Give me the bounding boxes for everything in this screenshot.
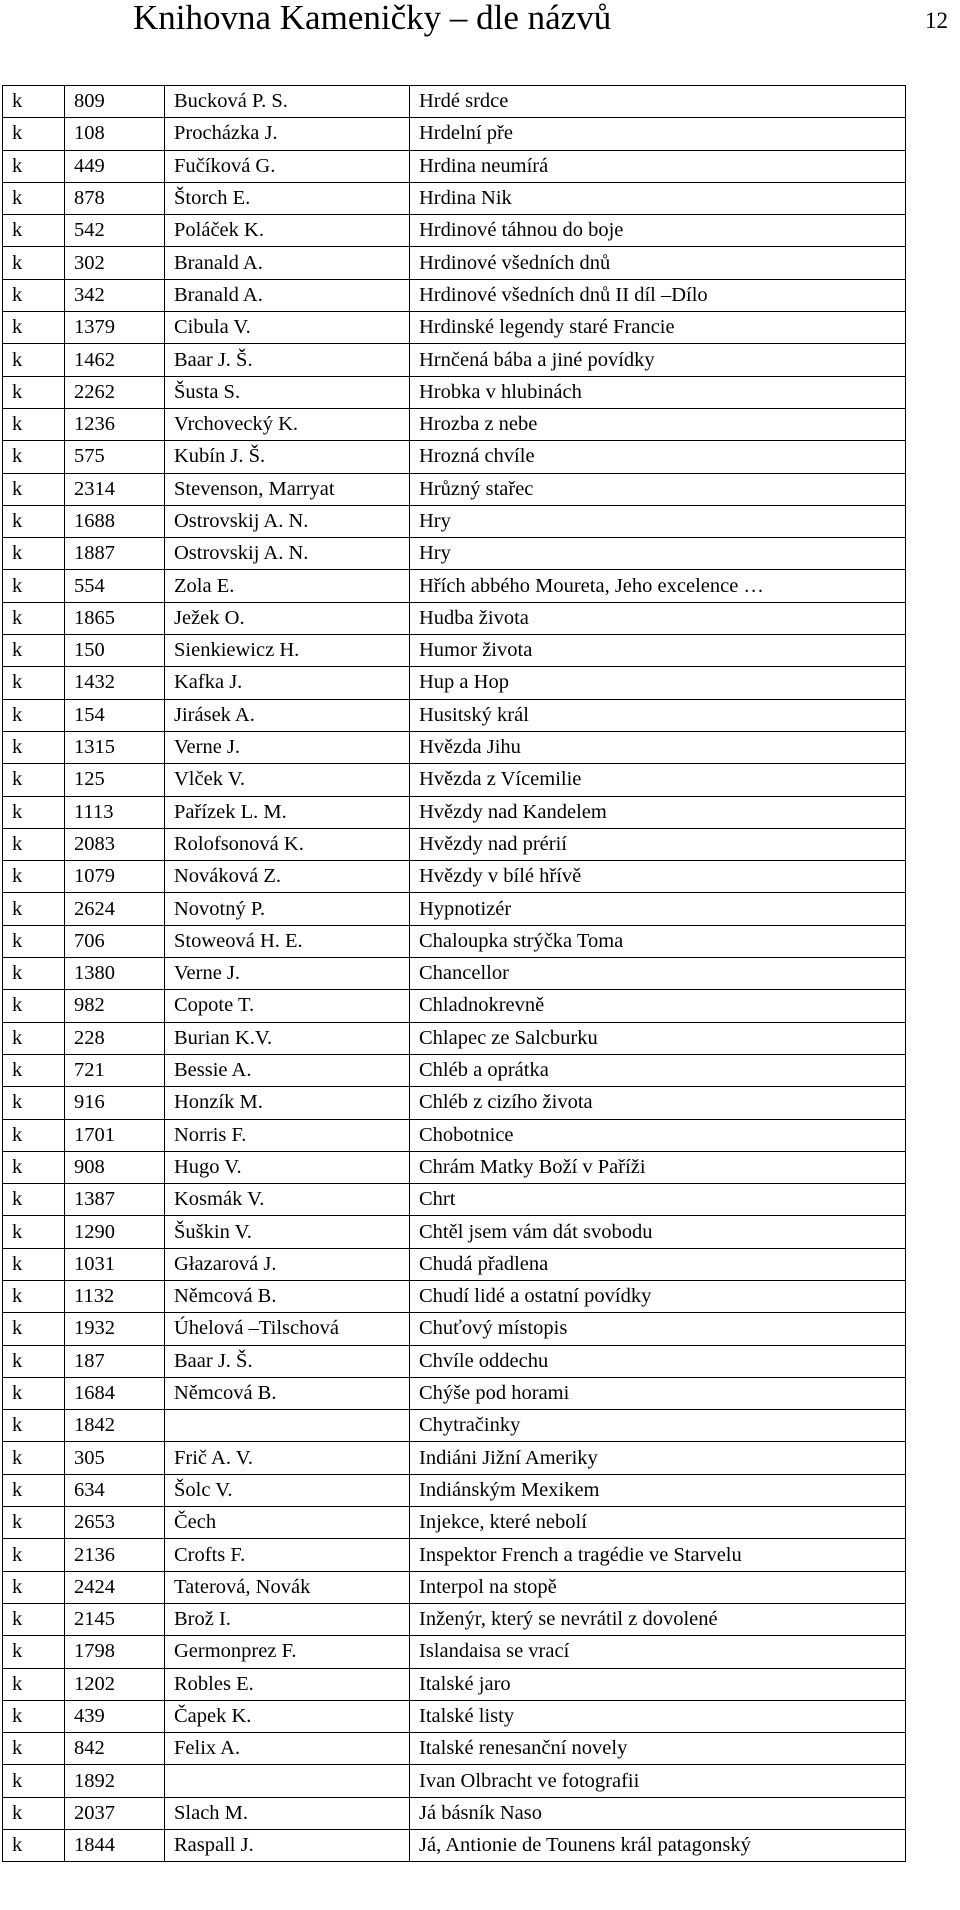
number-cell: 916 <box>65 1087 165 1119</box>
prefix-cell: k <box>3 1216 65 1248</box>
title-cell: Hudba života <box>410 602 906 634</box>
table-row <box>3 505 906 537</box>
prefix-cell: k <box>3 570 65 602</box>
number-cell: 1842 <box>65 1410 165 1442</box>
number-cell: 449 <box>65 150 165 182</box>
prefix-cell: k <box>3 1636 65 1668</box>
title-cell: Chléb z cizího života <box>410 1087 906 1119</box>
prefix-cell: k <box>3 215 65 247</box>
prefix-cell: k <box>3 1119 65 1151</box>
prefix-cell: k <box>3 1765 65 1797</box>
author-cell: Stevenson, Marryat <box>165 473 410 505</box>
number-cell: 187 <box>65 1345 165 1377</box>
title-cell: Hrůzný stařec <box>410 473 906 505</box>
number-cell: 2136 <box>65 1539 165 1571</box>
number-cell: 721 <box>65 1054 165 1086</box>
prefix-cell: k <box>3 1442 65 1474</box>
table-row <box>3 1377 906 1409</box>
prefix-cell: k <box>3 667 65 699</box>
prefix-cell: k <box>3 1022 65 1054</box>
author-cell <box>165 1410 410 1442</box>
author-cell: Brož I. <box>165 1603 410 1635</box>
number-cell: 1932 <box>65 1313 165 1345</box>
number-cell: 2083 <box>65 828 165 860</box>
prefix-cell: k <box>3 1797 65 1829</box>
prefix-cell: k <box>3 1668 65 1700</box>
author-cell: Procházka J. <box>165 118 410 150</box>
page-title: Knihovna Kameničky – dle názvů <box>133 0 612 37</box>
author-cell: Cibula V. <box>165 312 410 344</box>
number-cell: 2653 <box>65 1507 165 1539</box>
prefix-cell: k <box>3 893 65 925</box>
table-row <box>3 215 906 247</box>
title-cell: Islandaisa se vrací <box>410 1636 906 1668</box>
prefix-cell: k <box>3 1280 65 1312</box>
table-row <box>3 1700 906 1732</box>
title-cell: Chvíle oddechu <box>410 1345 906 1377</box>
prefix-cell: k <box>3 1507 65 1539</box>
author-cell: Verne J. <box>165 958 410 990</box>
table-row <box>3 408 906 440</box>
title-cell: Hrdinové táhnou do boje <box>410 215 906 247</box>
number-cell: 1079 <box>65 861 165 893</box>
table-row <box>3 86 906 118</box>
page-header <box>0 0 960 80</box>
prefix-cell: k <box>3 1313 65 1345</box>
prefix-cell: k <box>3 312 65 344</box>
title-cell: Chléb a oprátka <box>410 1054 906 1086</box>
number-cell: 1202 <box>65 1668 165 1700</box>
title-cell: Hypnotizér <box>410 893 906 925</box>
author-cell: Štorch E. <box>165 182 410 214</box>
author-cell: Taterová, Novák <box>165 1571 410 1603</box>
table-row <box>3 441 906 473</box>
prefix-cell: k <box>3 602 65 634</box>
prefix-cell: k <box>3 958 65 990</box>
number-cell: 1236 <box>65 408 165 440</box>
table-row <box>3 279 906 311</box>
number-cell: 1031 <box>65 1248 165 1280</box>
author-cell: Kafka J. <box>165 667 410 699</box>
title-cell: Chancellor <box>410 958 906 990</box>
author-cell <box>165 1765 410 1797</box>
prefix-cell: k <box>3 1087 65 1119</box>
author-cell: Frič A. V. <box>165 1442 410 1474</box>
prefix-cell: k <box>3 1151 65 1183</box>
number-cell: 1132 <box>65 1280 165 1312</box>
number-cell: 228 <box>65 1022 165 1054</box>
number-cell: 908 <box>65 1151 165 1183</box>
title-cell: Chlapec ze Salcburku <box>410 1022 906 1054</box>
table-row <box>3 861 906 893</box>
prefix-cell: k <box>3 408 65 440</box>
author-cell: Branald A. <box>165 247 410 279</box>
author-cell: Slach M. <box>165 1797 410 1829</box>
table-row <box>3 796 906 828</box>
prefix-cell: k <box>3 1345 65 1377</box>
author-cell: Jirásek A. <box>165 699 410 731</box>
table-row <box>3 344 906 376</box>
table-row <box>3 1119 906 1151</box>
prefix-cell: k <box>3 1377 65 1409</box>
catalog-table-body <box>3 86 906 1862</box>
number-cell: 809 <box>65 86 165 118</box>
number-cell: 1462 <box>65 344 165 376</box>
table-row <box>3 925 906 957</box>
number-cell: 125 <box>65 764 165 796</box>
author-cell: Copote T. <box>165 990 410 1022</box>
number-cell: 2314 <box>65 473 165 505</box>
table-row <box>3 731 906 763</box>
author-cell: Germonprez F. <box>165 1636 410 1668</box>
number-cell: 1798 <box>65 1636 165 1668</box>
number-cell: 302 <box>65 247 165 279</box>
author-cell: Fučíková G. <box>165 150 410 182</box>
title-cell: Hrdina Nik <box>410 182 906 214</box>
prefix-cell: k <box>3 699 65 731</box>
prefix-cell: k <box>3 505 65 537</box>
title-cell: Hrnčená bába a jiné povídky <box>410 344 906 376</box>
title-cell: Inženýr, který se nevrátil z dovolené <box>410 1603 906 1635</box>
table-row <box>3 1571 906 1603</box>
title-cell: Hvězda z Vícemilie <box>410 764 906 796</box>
title-cell: Chrt <box>410 1184 906 1216</box>
table-row <box>3 150 906 182</box>
author-cell: Hugo V. <box>165 1151 410 1183</box>
number-cell: 1701 <box>65 1119 165 1151</box>
author-cell: Stoweová H. E. <box>165 925 410 957</box>
prefix-cell: k <box>3 1054 65 1086</box>
title-cell: Hvězda Jihu <box>410 731 906 763</box>
author-cell: Poláček K. <box>165 215 410 247</box>
number-cell: 150 <box>65 635 165 667</box>
author-cell: Vlček V. <box>165 764 410 796</box>
author-cell: Šuškin V. <box>165 1216 410 1248</box>
table-row <box>3 376 906 408</box>
prefix-cell: k <box>3 925 65 957</box>
number-cell: 1290 <box>65 1216 165 1248</box>
author-cell: Úhelová –Tilschová <box>165 1313 410 1345</box>
number-cell: 575 <box>65 441 165 473</box>
prefix-cell: k <box>3 279 65 311</box>
author-cell: Zola E. <box>165 570 410 602</box>
prefix-cell: k <box>3 1539 65 1571</box>
number-cell: 1387 <box>65 1184 165 1216</box>
author-cell: Ježek O. <box>165 602 410 634</box>
catalog-table <box>2 85 906 1862</box>
prefix-cell: k <box>3 441 65 473</box>
number-cell: 706 <box>65 925 165 957</box>
author-cell: Honzík M. <box>165 1087 410 1119</box>
title-cell: Hvězdy nad Kandelem <box>410 796 906 828</box>
author-cell: Głazarová J. <box>165 1248 410 1280</box>
number-cell: 842 <box>65 1733 165 1765</box>
table-row <box>3 1345 906 1377</box>
title-cell: Injekce, které nebolí <box>410 1507 906 1539</box>
table-row <box>3 473 906 505</box>
table-row <box>3 538 906 570</box>
title-cell: Chýše pod horami <box>410 1377 906 1409</box>
number-cell: 1887 <box>65 538 165 570</box>
author-cell: Nováková Z. <box>165 861 410 893</box>
table-row <box>3 182 906 214</box>
number-cell: 439 <box>65 1700 165 1732</box>
prefix-cell: k <box>3 1733 65 1765</box>
title-cell: Hrdé srdce <box>410 86 906 118</box>
title-cell: Chladnokrevně <box>410 990 906 1022</box>
number-cell: 108 <box>65 118 165 150</box>
table-row <box>3 1442 906 1474</box>
author-cell: Robles E. <box>165 1668 410 1700</box>
number-cell: 1380 <box>65 958 165 990</box>
number-cell: 2424 <box>65 1571 165 1603</box>
number-cell: 1432 <box>65 667 165 699</box>
title-cell: Chobotnice <box>410 1119 906 1151</box>
table-row <box>3 1733 906 1765</box>
author-cell: Šusta S. <box>165 376 410 408</box>
number-cell: 542 <box>65 215 165 247</box>
table-row <box>3 1280 906 1312</box>
title-cell: Já, Antionie de Tounens král patagonský <box>410 1830 906 1862</box>
prefix-cell: k <box>3 1410 65 1442</box>
author-cell: Verne J. <box>165 731 410 763</box>
author-cell: Raspall J. <box>165 1830 410 1862</box>
author-cell: Vrchovecký K. <box>165 408 410 440</box>
number-cell: 2037 <box>65 1797 165 1829</box>
author-cell: Kosmák V. <box>165 1184 410 1216</box>
number-cell: 2624 <box>65 893 165 925</box>
prefix-cell: k <box>3 1830 65 1862</box>
prefix-cell: k <box>3 86 65 118</box>
author-cell: Čech <box>165 1507 410 1539</box>
title-cell: Husitský král <box>410 699 906 731</box>
number-cell: 2145 <box>65 1603 165 1635</box>
prefix-cell: k <box>3 1700 65 1732</box>
prefix-cell: k <box>3 1571 65 1603</box>
author-cell: Bessie A. <box>165 1054 410 1086</box>
title-cell: Indiánským Mexikem <box>410 1474 906 1506</box>
prefix-cell: k <box>3 247 65 279</box>
prefix-cell: k <box>3 150 65 182</box>
number-cell: 342 <box>65 279 165 311</box>
title-cell: Hrobka v hlubinách <box>410 376 906 408</box>
table-row <box>3 635 906 667</box>
prefix-cell: k <box>3 828 65 860</box>
title-cell: Hry <box>410 505 906 537</box>
prefix-cell: k <box>3 731 65 763</box>
title-cell: Chtěl jsem vám dát svobodu <box>410 1216 906 1248</box>
prefix-cell: k <box>3 635 65 667</box>
title-cell: Hup a Hop <box>410 667 906 699</box>
table-row <box>3 570 906 602</box>
title-cell: Chudá přadlena <box>410 1248 906 1280</box>
title-cell: Chudí lidé a ostatní povídky <box>410 1280 906 1312</box>
author-cell: Němcová B. <box>165 1377 410 1409</box>
title-cell: Hvězdy nad prérií <box>410 828 906 860</box>
table-row <box>3 699 906 731</box>
number-cell: 878 <box>65 182 165 214</box>
number-cell: 1684 <box>65 1377 165 1409</box>
number-cell: 2262 <box>65 376 165 408</box>
author-cell: Crofts F. <box>165 1539 410 1571</box>
title-cell: Hvězdy v bílé hřívě <box>410 861 906 893</box>
table-row <box>3 1313 906 1345</box>
table-row <box>3 828 906 860</box>
table-row <box>3 893 906 925</box>
table-row <box>3 602 906 634</box>
table-row <box>3 1636 906 1668</box>
title-cell: Italské listy <box>410 1700 906 1732</box>
title-cell: Hry <box>410 538 906 570</box>
prefix-cell: k <box>3 538 65 570</box>
title-cell: Hrozná chvíle <box>410 441 906 473</box>
title-cell: Chytračinky <box>410 1410 906 1442</box>
title-cell: Hrdinové všedních dnů <box>410 247 906 279</box>
prefix-cell: k <box>3 118 65 150</box>
author-cell: Ostrovskij A. N. <box>165 505 410 537</box>
number-cell: 1113 <box>65 796 165 828</box>
table-row <box>3 764 906 796</box>
title-cell: Hřích abbého Moureta, Jeho excelence … <box>410 570 906 602</box>
title-cell: Chuťový místopis <box>410 1313 906 1345</box>
title-cell: Chaloupka strýčka Toma <box>410 925 906 957</box>
author-cell: Felix A. <box>165 1733 410 1765</box>
table-row <box>3 990 906 1022</box>
table-row <box>3 1668 906 1700</box>
author-cell: Sienkiewicz H. <box>165 635 410 667</box>
prefix-cell: k <box>3 1474 65 1506</box>
number-cell: 554 <box>65 570 165 602</box>
table-row <box>3 1765 906 1797</box>
title-cell: Hrdina neumírá <box>410 150 906 182</box>
table-row <box>3 247 906 279</box>
title-cell: Hrdinové všedních dnů II díl –Dílo <box>410 279 906 311</box>
number-cell: 1688 <box>65 505 165 537</box>
number-cell: 1315 <box>65 731 165 763</box>
table-row <box>3 1151 906 1183</box>
author-cell: Rolofsonová K. <box>165 828 410 860</box>
title-cell: Italské jaro <box>410 1668 906 1700</box>
table-row <box>3 1022 906 1054</box>
author-cell: Čapek K. <box>165 1700 410 1732</box>
number-cell: 1865 <box>65 602 165 634</box>
number-cell: 305 <box>65 1442 165 1474</box>
number-cell: 1844 <box>65 1830 165 1862</box>
table-row <box>3 667 906 699</box>
author-cell: Burian K.V. <box>165 1022 410 1054</box>
author-cell: Novotný P. <box>165 893 410 925</box>
table-row <box>3 1087 906 1119</box>
title-cell: Chrám Matky Boží v Paříži <box>410 1151 906 1183</box>
prefix-cell: k <box>3 473 65 505</box>
author-cell: Baar J. Š. <box>165 1345 410 1377</box>
table-row <box>3 1507 906 1539</box>
author-cell: Pařízek L. M. <box>165 796 410 828</box>
author-cell: Šolc V. <box>165 1474 410 1506</box>
number-cell: 154 <box>65 699 165 731</box>
prefix-cell: k <box>3 796 65 828</box>
prefix-cell: k <box>3 344 65 376</box>
author-cell: Branald A. <box>165 279 410 311</box>
title-cell: Indiáni Jižní Ameriky <box>410 1442 906 1474</box>
table-row <box>3 1797 906 1829</box>
author-cell: Němcová B. <box>165 1280 410 1312</box>
author-cell: Kubín J. Š. <box>165 441 410 473</box>
table-row <box>3 118 906 150</box>
table-row <box>3 1184 906 1216</box>
number-cell: 1892 <box>65 1765 165 1797</box>
title-cell: Hrozba z nebe <box>410 408 906 440</box>
title-cell: Ivan Olbracht ve fotografii <box>410 1765 906 1797</box>
table-row <box>3 958 906 990</box>
author-cell: Norris F. <box>165 1119 410 1151</box>
title-cell: Interpol na stopě <box>410 1571 906 1603</box>
title-cell: Hrdelní pře <box>410 118 906 150</box>
table-row <box>3 1054 906 1086</box>
title-cell: Humor života <box>410 635 906 667</box>
number-cell: 982 <box>65 990 165 1022</box>
table-row <box>3 1830 906 1862</box>
prefix-cell: k <box>3 764 65 796</box>
title-cell: Já básník Naso <box>410 1797 906 1829</box>
prefix-cell: k <box>3 182 65 214</box>
prefix-cell: k <box>3 1603 65 1635</box>
prefix-cell: k <box>3 990 65 1022</box>
author-cell: Baar J. Š. <box>165 344 410 376</box>
table-row <box>3 1216 906 1248</box>
table-row <box>3 1603 906 1635</box>
table-row <box>3 1539 906 1571</box>
table-row <box>3 1248 906 1280</box>
author-cell: Ostrovskij A. N. <box>165 538 410 570</box>
title-cell: Hrdinské legendy staré Francie <box>410 312 906 344</box>
title-cell: Italské renesanční novely <box>410 1733 906 1765</box>
table-row <box>3 1410 906 1442</box>
table-row <box>3 312 906 344</box>
number-cell: 634 <box>65 1474 165 1506</box>
title-cell: Inspektor French a tragédie ve Starvelu <box>410 1539 906 1571</box>
prefix-cell: k <box>3 376 65 408</box>
prefix-cell: k <box>3 1184 65 1216</box>
prefix-cell: k <box>3 861 65 893</box>
author-cell: Bucková P. S. <box>165 86 410 118</box>
prefix-cell: k <box>3 1248 65 1280</box>
number-cell: 1379 <box>65 312 165 344</box>
page-number: 12 <box>925 8 948 33</box>
table-row <box>3 1474 906 1506</box>
